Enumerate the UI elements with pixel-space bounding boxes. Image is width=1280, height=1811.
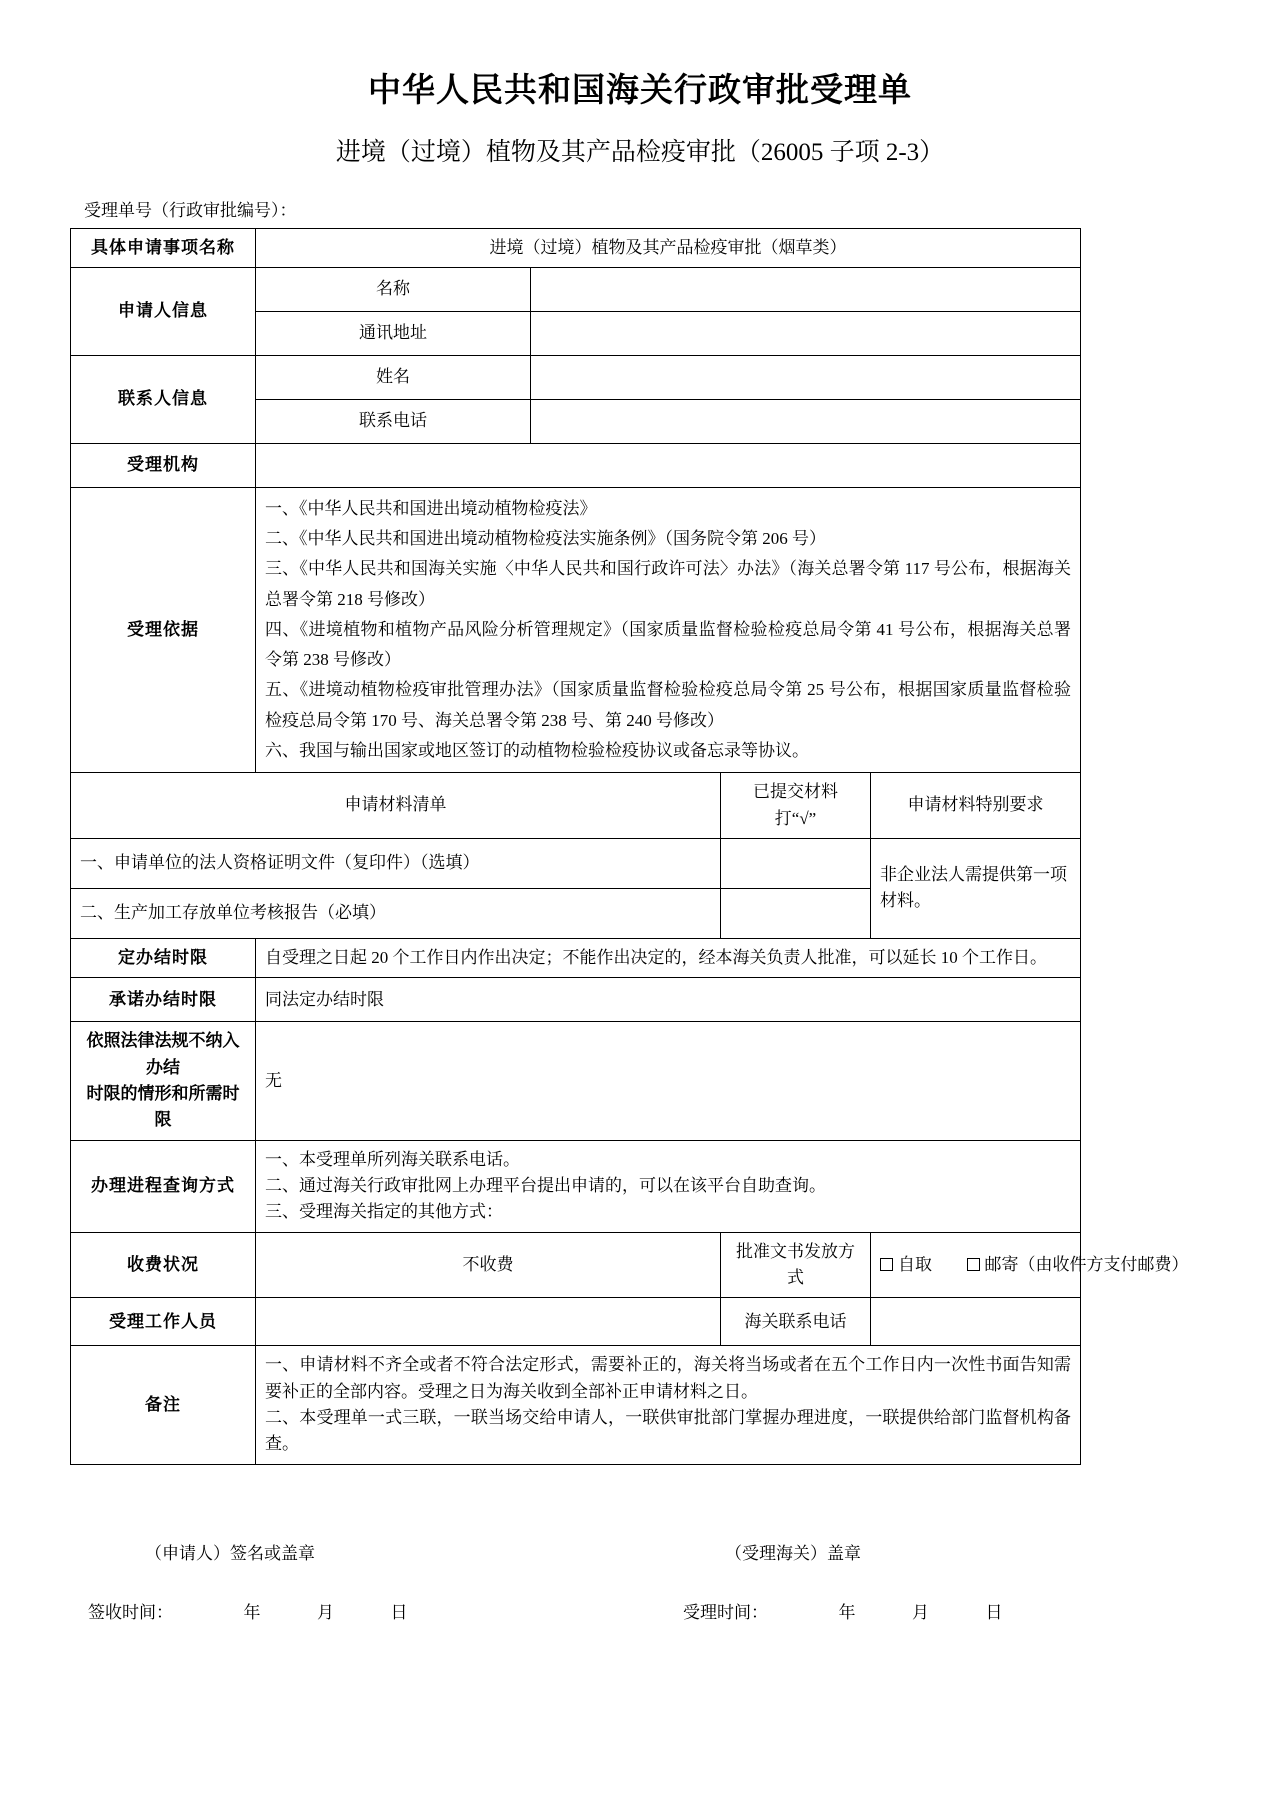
- accept-month-label[interactable]: 月: [912, 1602, 929, 1622]
- accept-time-label: 受理时间：: [683, 1602, 768, 1622]
- remarks-item: 二、本受理单一式三联，一联当场交给申请人，一联供审批部门掌握办理进度，一联提供给部门监督机构备查。: [265, 1408, 1071, 1454]
- legal-basis-label: 受理依据: [71, 487, 256, 772]
- page-subtitle: 进境（过境）植物及其产品检疫审批（26005 子项 2-3）: [335, 138, 945, 166]
- promised-limit-label: 承诺办结时限: [71, 978, 256, 1022]
- remarks-label: 备注: [71, 1346, 256, 1464]
- special-requirement-text: 非企业法人需提供第一项材料。: [871, 838, 1081, 938]
- accept-org-field[interactable]: [256, 443, 1081, 487]
- delivery-options: [871, 1232, 1189, 1298]
- applicant-name-label: 名称: [256, 267, 531, 311]
- table-row-inquiry: [71, 1140, 1081, 1232]
- item-name-value: 进境（过境）植物及其产品检疫审批（烟草类）: [256, 228, 1081, 267]
- receipt-day-label[interactable]: 日: [390, 1602, 408, 1622]
- contact-phone-label: 联系电话: [256, 399, 531, 443]
- legal-basis-item: 二、《中华人民共和国进出境动植物检疫法实施条例》（国务院令第 206 号）: [265, 529, 826, 549]
- table-row-statutory-limit: [71, 938, 1081, 977]
- receipt-year-label[interactable]: 年: [243, 1602, 261, 1622]
- statutory-limit-label: 定办结时限: [71, 938, 256, 977]
- table-row-applicant-name: [71, 267, 1081, 311]
- statutory-limit-value: 自受理之日起 20 个工作日内作出决定；不能作出决定的，经本海关负责人批准，可以延长 10 个工作日。: [256, 938, 1081, 977]
- accept-day-label[interactable]: 日: [985, 1602, 1003, 1622]
- staff-field[interactable]: [256, 1298, 721, 1346]
- special-requirement-header: 申请材料特别要求: [871, 773, 1081, 839]
- date-row: [70, 1564, 1210, 1623]
- delivery-option-pickup[interactable]: [880, 1252, 932, 1278]
- form-number-label: 受理单号（行政审批编号）：: [84, 200, 297, 220]
- delivery-option-pickup-label: 自取: [898, 1254, 932, 1274]
- contact-info-label: 联系人信息: [71, 355, 256, 443]
- receipt-time-label: 签收时间：: [88, 1602, 173, 1622]
- table-row-item-name: [71, 228, 1081, 267]
- accept-org-label: 受理机构: [71, 443, 256, 487]
- inquiry-item: 一、本受理单所列海关联系电话。: [265, 1149, 520, 1169]
- table-row-accept-org: [71, 443, 1081, 487]
- legal-basis-item: 一、《中华人民共和国进出境动植物检疫法》: [265, 498, 597, 518]
- applicant-signature-label: （申请人）签名或盖章: [145, 1543, 315, 1563]
- fee-status-label: 收费状况: [71, 1232, 256, 1298]
- inquiry-item: 三、受理海关指定的其他方式：: [265, 1202, 503, 1222]
- excluded-limit-label-line1: 依照法律法规不纳入办结: [86, 1031, 240, 1077]
- applicant-address-field[interactable]: [531, 311, 1081, 355]
- inquiry-list: [256, 1140, 1081, 1232]
- delivery-method-label: 批准文书发放方式: [721, 1232, 871, 1298]
- fee-status-value: 不收费: [256, 1232, 721, 1298]
- receipt-month-label[interactable]: 月: [317, 1602, 334, 1622]
- customs-seal-label: （受理海关）盖章: [725, 1543, 861, 1563]
- staff-label: 受理工作人员: [71, 1298, 256, 1346]
- legal-basis-item: 四、《进境植物和植物产品风险分析管理规定》（国家质量监督检验检疫总局令第 41 号公布，根据海关总署令第 238 号修改）: [265, 619, 1071, 670]
- excluded-limit-value: 无: [256, 1022, 1081, 1140]
- submitted-check-header-line1: 已提交材料: [753, 782, 838, 802]
- material-item-checkbox[interactable]: [721, 838, 871, 888]
- contact-phone-field[interactable]: [531, 399, 1081, 443]
- inquiry-item: 二、通过海关行政审批网上办理平台提出申请的，可以在该平台自助查询。: [265, 1175, 826, 1195]
- customs-phone-field[interactable]: [871, 1298, 1081, 1346]
- receipt-date-group: [88, 1598, 588, 1623]
- checkbox-icon[interactable]: [967, 1258, 980, 1271]
- table-row-promised-limit: [71, 978, 1081, 1022]
- submitted-check-header: [721, 773, 871, 839]
- delivery-option-mail-label: 邮寄（由收件方支付邮费）: [984, 1254, 1189, 1274]
- item-name-label: 具体申请事项名称: [71, 228, 256, 267]
- submitted-check-header-line2: 打“√”: [774, 808, 817, 828]
- signature-footer: [70, 1465, 1210, 1623]
- material-item-text: 一、申请单位的法人资格证明文件（复印件）（选填）: [71, 838, 721, 888]
- applicant-address-label: 通讯地址: [256, 311, 531, 355]
- inquiry-label: 办理进程查询方式: [71, 1140, 256, 1232]
- legal-basis-item: 六、我国与输出国家或地区签订的动植物检验检疫协议或备忘录等协议。: [265, 740, 809, 760]
- material-item-text: 二、生产加工存放单位考核报告（必填）: [71, 888, 721, 938]
- page-title: 中华人民共和国海关行政审批受理单: [368, 73, 912, 109]
- checkbox-icon[interactable]: [880, 1258, 893, 1271]
- table-row-excluded-limit: [71, 1022, 1081, 1140]
- accept-year-label[interactable]: 年: [838, 1602, 856, 1622]
- table-row-remarks: [71, 1346, 1081, 1464]
- material-item-checkbox[interactable]: [721, 888, 871, 938]
- legal-basis-list: [256, 487, 1081, 772]
- remarks-item: 一、申请材料不齐全或者不符合法定形式，需要补正的，海关将当场或者在五个工作日内一次性书面告知需要补正的全部内容。受理之日为海关收到全部补正申请材料之日。: [265, 1355, 1071, 1401]
- applicant-name-field[interactable]: [531, 267, 1081, 311]
- contact-name-field[interactable]: [531, 355, 1081, 399]
- applicant-info-label: 申请人信息: [71, 267, 256, 355]
- signature-row: [70, 1539, 1210, 1564]
- accept-date-group: [588, 1598, 1175, 1623]
- legal-basis-item: 五、《进境动植物检疫审批管理办法》（国家质量监督检验检疫总局令第 25 号公布，根据国家质量监督检验检疫总局令第 170 号、海关总署令第 238 号、第 240 号修改）: [265, 680, 1071, 730]
- legal-basis-item: 三、《中华人民共和国海关实施〈中华人民共和国行政许可法〉办法》（海关总署令第 117 号公布，根据海关总署令第 218 号修改）: [265, 559, 1071, 609]
- table-row-fee-delivery: [71, 1232, 1081, 1298]
- table-row-contact-name: [71, 355, 1081, 399]
- approval-form-table: [70, 228, 1189, 1465]
- materials-list-header: 申请材料清单: [71, 773, 721, 839]
- excluded-limit-label: [71, 1022, 256, 1140]
- excluded-limit-label-line2: 时限的情形和所需时限: [86, 1083, 240, 1130]
- contact-name-label: 姓名: [256, 355, 531, 399]
- promised-limit-value: 同法定办结时限: [256, 978, 1081, 1022]
- delivery-option-mail[interactable]: [967, 1252, 1189, 1278]
- customs-phone-label: 海关联系电话: [721, 1298, 871, 1346]
- remarks-list: [256, 1346, 1081, 1464]
- table-row-legal-basis: [71, 487, 1081, 772]
- table-row-material: [71, 838, 1081, 888]
- table-row-staff-phone: [71, 1298, 1081, 1346]
- table-row-materials-header: [71, 773, 1081, 839]
